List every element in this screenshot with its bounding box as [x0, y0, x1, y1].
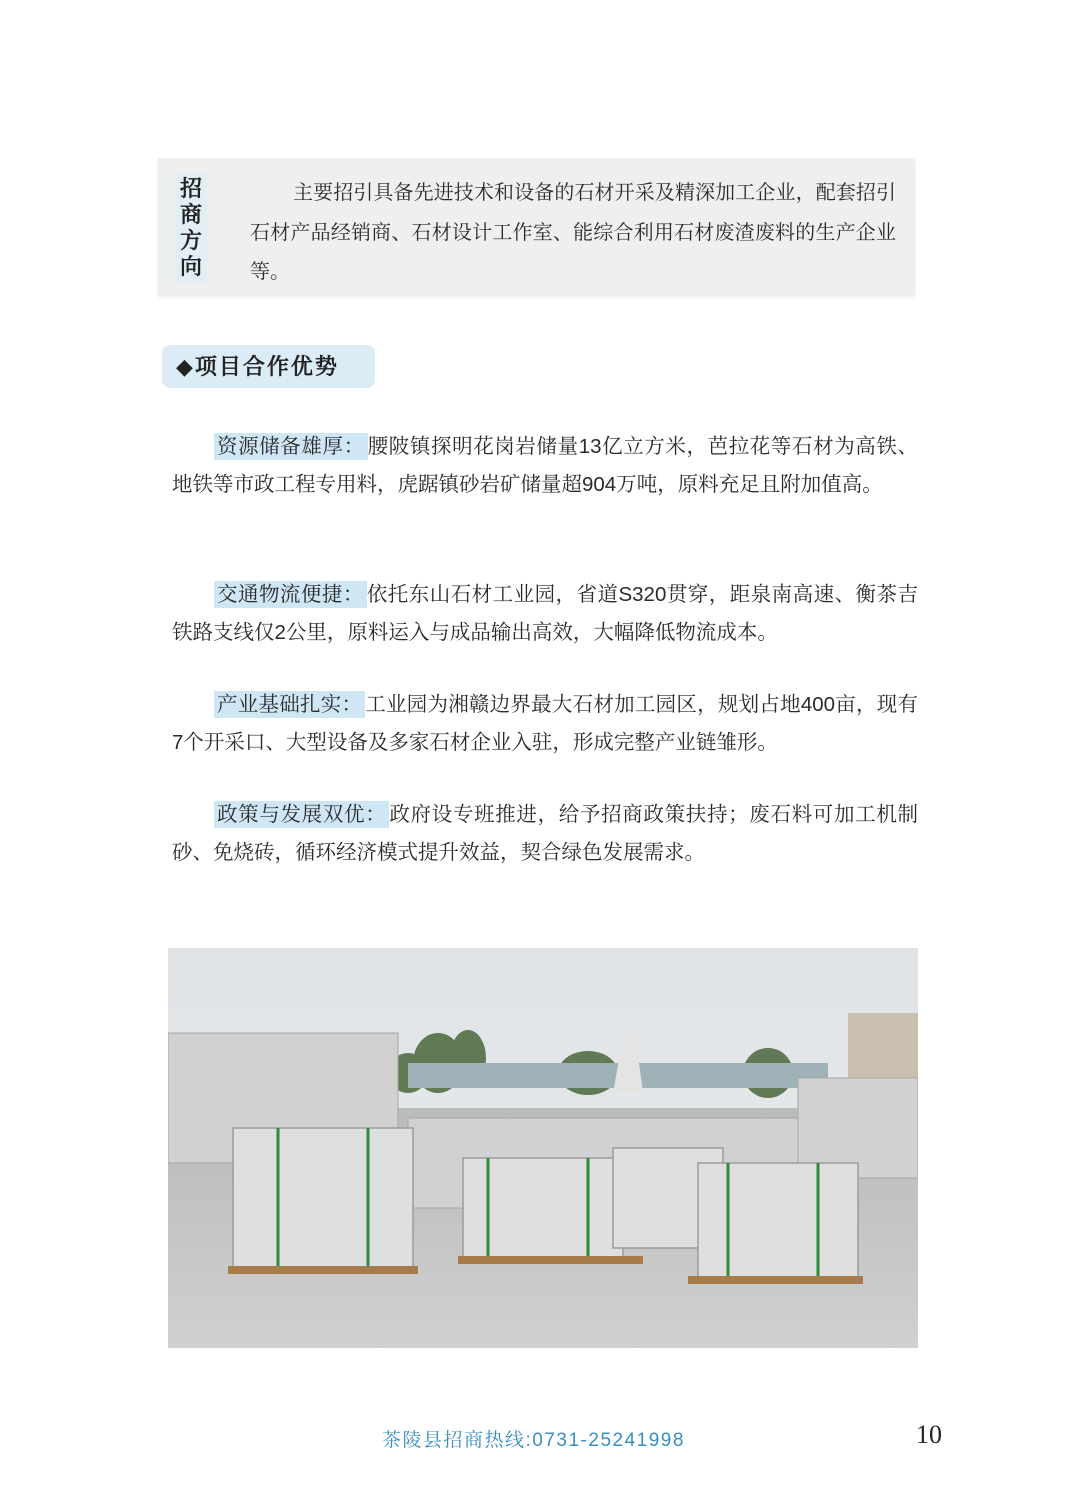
advantage-text: 工业园为湘赣边界最大石材加工园区，规划占地400亩，现有7个开采口、大型设备及多家石材企业入驻，形成完整产业链雏形。	[172, 693, 919, 754]
page-number: 10	[916, 1420, 942, 1449]
investment-direction-box	[158, 158, 915, 296]
advantage-paragraph	[172, 576, 918, 651]
advantage-text: 腰陂镇探明花岗岩储量13亿立方米，芭拉花等石材为高铁、地铁等市政工程专用料，虎踞镇砂岩矿储量超904万吨，原料充足且附加值高。	[172, 435, 918, 496]
advantage-text: 政府设专班推进，给予招商政策扶持；废石料可加工机制砂、免烧砖，循环经济模式提升效益，契合绿色发展需求。	[172, 803, 918, 864]
investment-direction-text: 主要招引具备先进技术和设备的石材开采及精深加工企业，配套招引石材产品经销商、石材设计工作室、能综合利用石材废渣废料的生产企业等。	[250, 182, 896, 283]
advantage-title: 产业基础扎实：	[214, 691, 365, 718]
advantage-paragraph	[172, 428, 918, 503]
advantage-title: 政策与发展双优：	[214, 801, 389, 828]
advantage-text: 依托东山石材工业园，省道S320贯穿，距泉南高速、衡茶吉铁路支线仅2公里，原料运入与成品输出高效，大幅降低物流成本。	[172, 583, 918, 644]
investment-direction-label: 招商方向	[175, 172, 207, 284]
section-heading: ◆项目合作优势	[162, 345, 375, 388]
hotline-footer: 茶陵县招商热线:0731-25241998	[382, 1430, 685, 1451]
advantage-title: 交通物流便捷：	[214, 581, 367, 608]
advantage-paragraph	[172, 796, 918, 871]
advantage-title: 资源储备雄厚：	[214, 433, 368, 460]
stone-yard-photo	[168, 948, 918, 1348]
advantage-paragraph	[172, 686, 918, 761]
